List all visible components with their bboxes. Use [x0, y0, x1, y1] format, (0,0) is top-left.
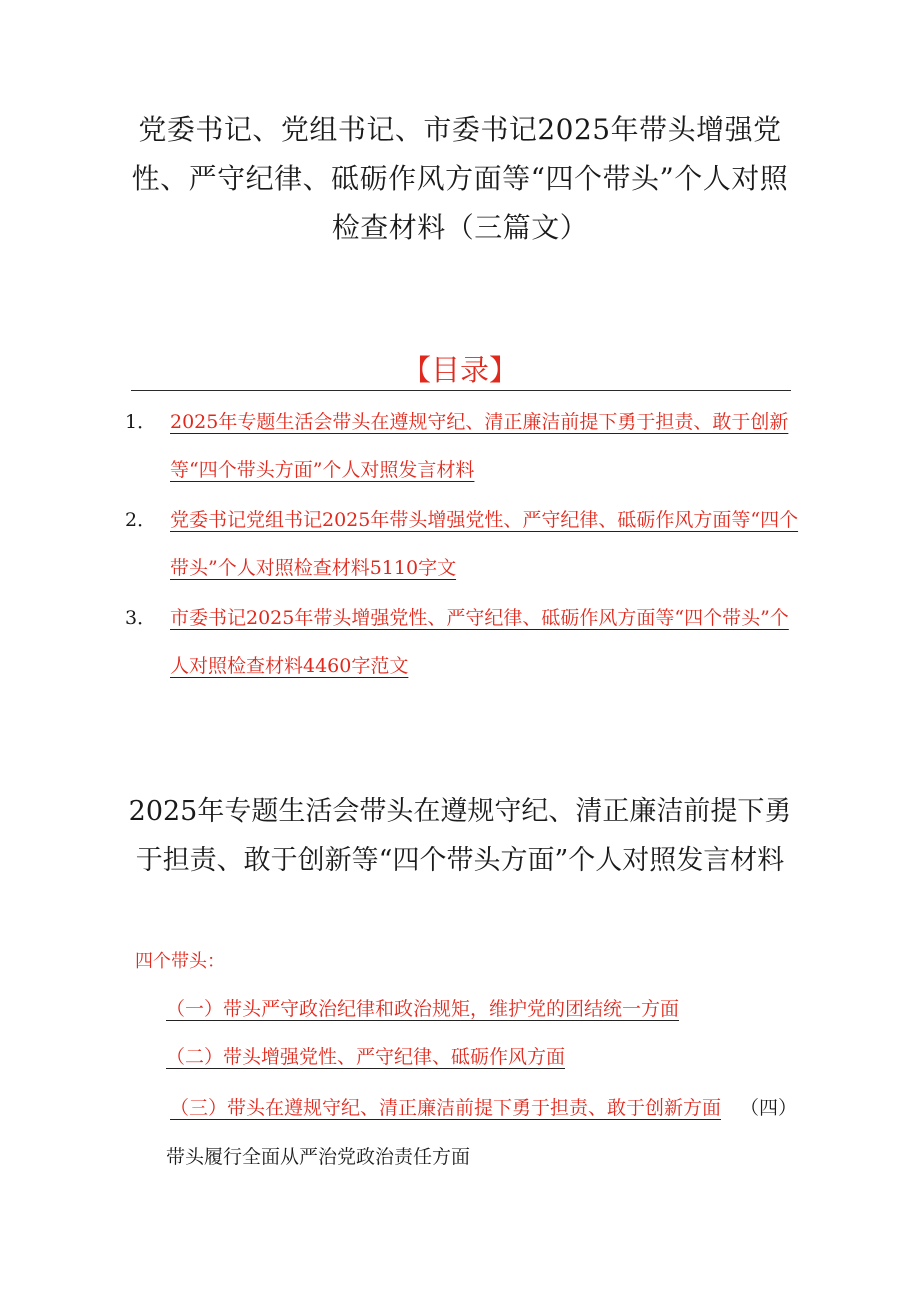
- toc-entry-link[interactable]: 2025年专题生活会带头在遵规守纪、清正廉洁前提下勇于担责、敢于创新等“四个带头方面”个人对照发言材料: [170, 411, 789, 481]
- toc-entry-number: 2．: [125, 509, 157, 531]
- toc-entry-number: 1．: [125, 411, 157, 433]
- lead-item-3: （三）带头在遵规守纪、清正廉洁前提下勇于担责、敢于创新方面: [170, 1097, 722, 1119]
- toc-entry-1[interactable]: [125, 398, 805, 494]
- toc-heading: 【目录】: [401, 353, 518, 387]
- lead-item-4-number: （四）: [740, 1097, 798, 1119]
- toc-divider: [131, 390, 791, 391]
- document-title: 党委书记、党组书记、市委书记2025年带头增强党性、严守纪律、砥砺作风方面等“四个带头”个人对照检查材料（三篇文）: [131, 113, 789, 244]
- toc-entry-number: 3．: [125, 607, 157, 629]
- toc-entry-3[interactable]: [125, 594, 805, 690]
- toc-entry-2[interactable]: [125, 496, 805, 592]
- toc-entry-link[interactable]: 市委书记2025年带头增强党性、严守纪律、砥砺作风方面等“四个带头”个人对照检查材料4460字范文: [170, 607, 789, 677]
- lead-item-1: （一）带头严守政治纪律和政治规矩，维护党的团结统一方面: [166, 998, 680, 1020]
- lead-item-4: 带头履行全面从严治党政治责任方面: [166, 1146, 471, 1168]
- four-leads-label: 四个带头：: [135, 951, 225, 972]
- lead-item-2: （二）带头增强党性、严守纪律、砥砺作风方面: [166, 1046, 566, 1068]
- toc-entry-link[interactable]: 党委书记党组书记2025年带头增强党性、严守纪律、砥砺作风方面等“四个带头”个人对照检查材料5110字文: [170, 509, 799, 579]
- section-title: 2025年专题生活会带头在遵规守纪、清正廉洁前提下勇于担责、敢于创新等“四个带头方面”个人对照发言材料: [128, 796, 792, 876]
